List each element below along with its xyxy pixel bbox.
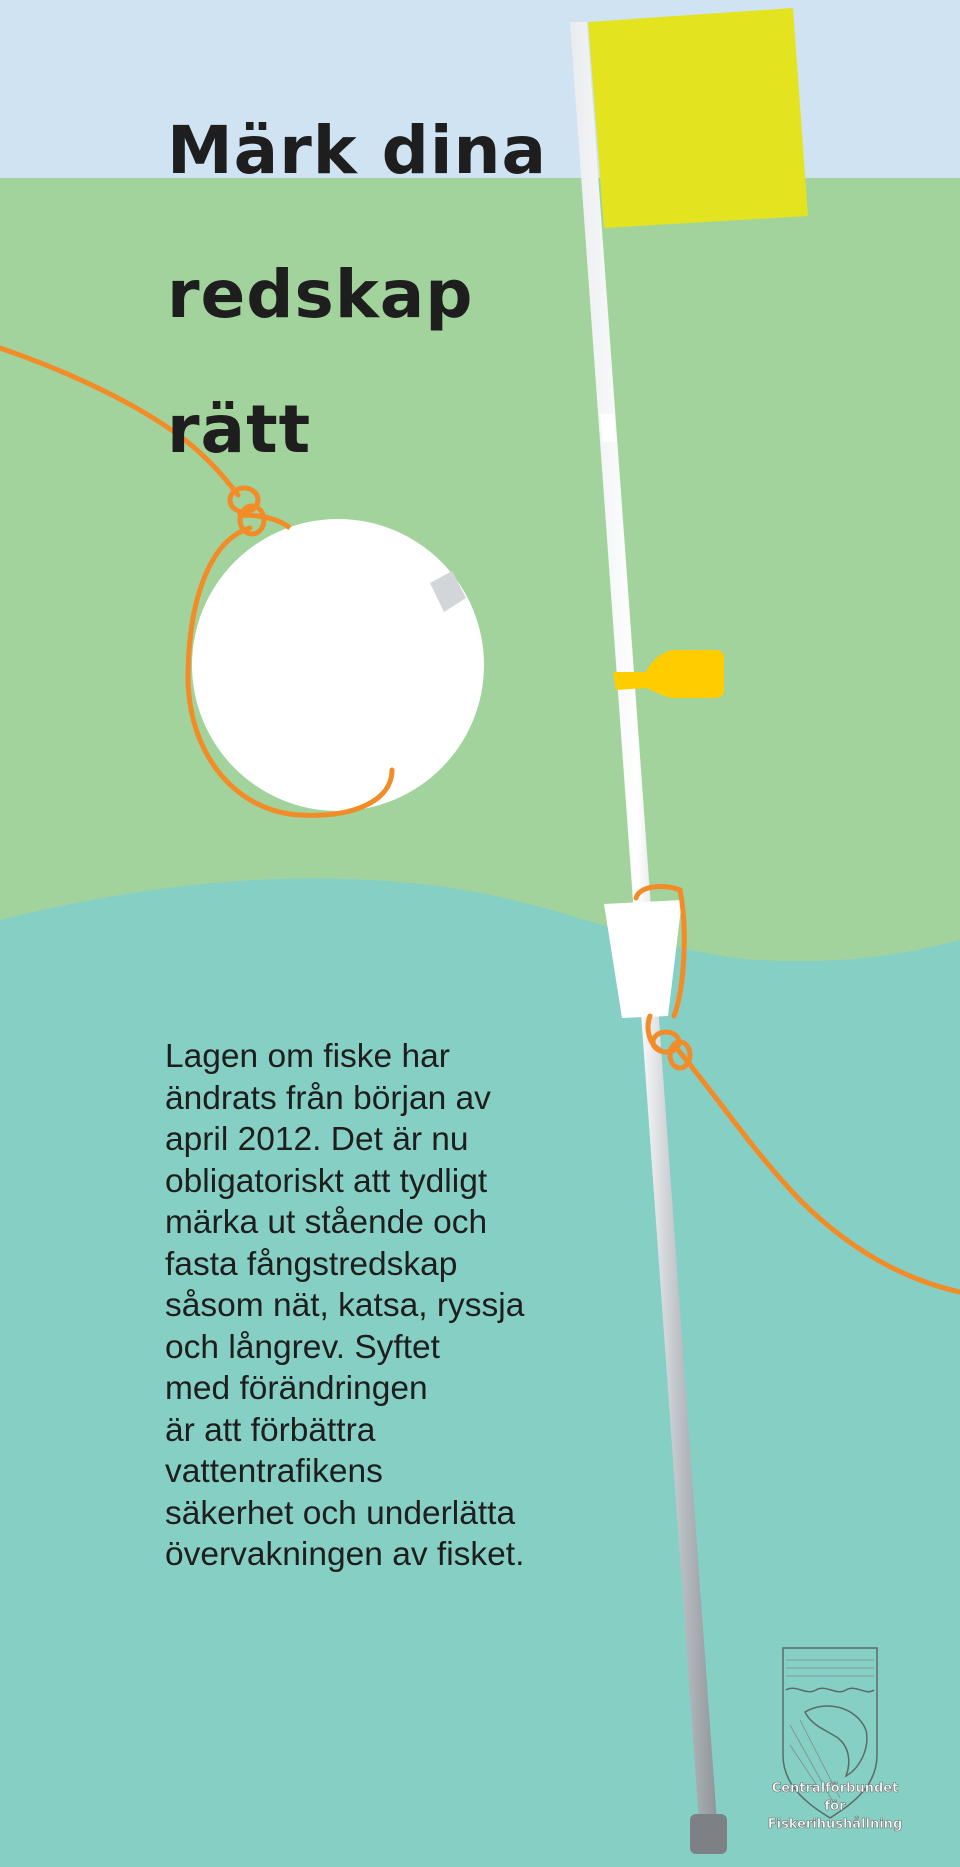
page-title-line-3: rätt — [167, 391, 312, 468]
pole-cap — [690, 1814, 727, 1854]
page-title-line-2: redskap — [167, 256, 474, 333]
body-paragraph: Lagen om fiske har ändrats från början av april 2012. Det är nu obligatoriskt att tydligt märka ut stående och fasta fångstredskap såsom nät, katsa, ryssja och långrev. Syftet med förändringen är att förbättra vattentrafikens säkerhet och underlätta övervakningen av fisket. — [165, 1038, 525, 1573]
yellow-flag — [588, 8, 808, 228]
buoy — [192, 519, 484, 811]
page-title-line-1: Märk dina — [167, 112, 548, 189]
land-area — [0, 178, 960, 978]
organization-name: Centralförbundet för Fiskerihushållning — [767, 1781, 903, 1832]
